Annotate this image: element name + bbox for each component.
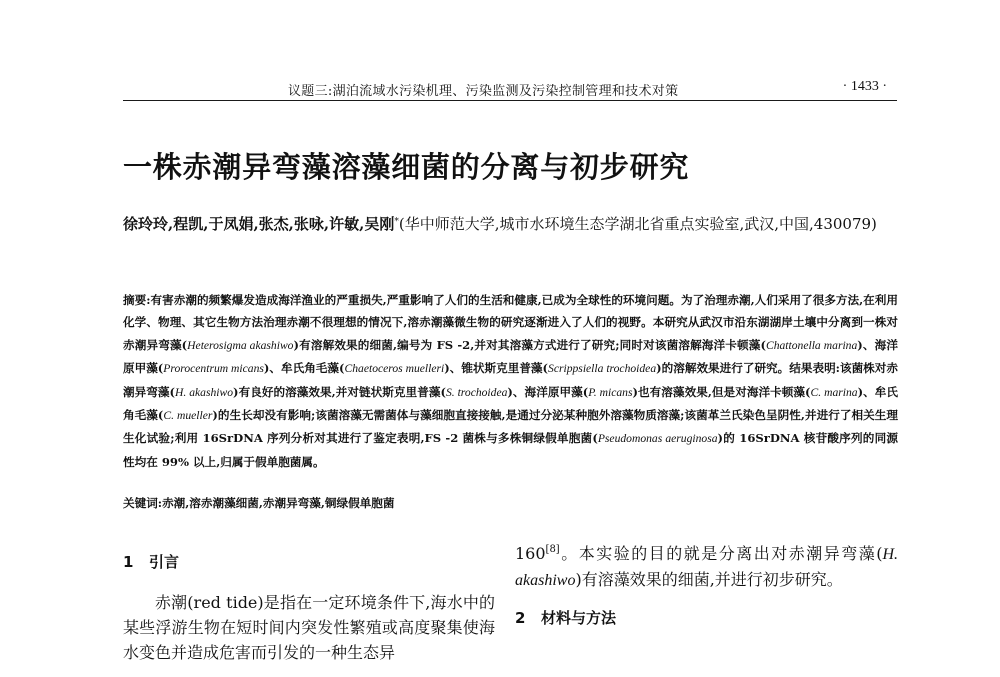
species-name: C. mueller: [163, 409, 213, 423]
abstract-text: )、海洋原甲藻(: [507, 384, 589, 399]
species-name: Pseudomonas aeruginosa: [597, 432, 718, 446]
running-head: [123, 78, 897, 100]
section-heading-introduction: [123, 551, 495, 572]
species-name: S. trochoidea: [445, 385, 508, 399]
article-title: 一株赤潮异弯藻溶藻细菌的分离与初步研究: [123, 150, 690, 184]
continuation-text: 。本实验的目的就是分离出对赤潮异弯藻(: [559, 544, 883, 563]
keywords-label: 关键词:: [123, 496, 163, 510]
author-block: [123, 210, 898, 236]
abstract: [123, 289, 898, 473]
right-column: [515, 537, 898, 628]
author-names: 徐玲玲,程凯,于凤娟,张杰,张咏,许敏,吴刚: [123, 215, 395, 233]
page-number: · 1433 ·: [842, 79, 887, 94]
abstract-text: )的 16SrDNA 核苷酸序列的同源性均在 99% 以上,归属于假单胞菌属。: [123, 431, 898, 469]
keywords-text: 赤潮,溶赤潮藻细菌,赤潮异弯藻,铜绿假单胞菌: [162, 496, 395, 510]
header-rule: [123, 100, 897, 101]
running-head-topic: 议题三:湖泊流域水污染机理、污染监测及污染控制管理和技术对策: [288, 84, 679, 99]
introduction-continuation: [515, 537, 898, 593]
abstract-text: )有良好的溶藻效果,并对链状斯克里普藻(: [233, 384, 446, 399]
abstract-text: )的溶解效果进行了研究。结果表明:该菌株对赤潮异弯藻(: [123, 361, 898, 399]
introduction-paragraph: 赤潮(red tide)是指在一定环境条件下,海水中的某些浮游生物在短时间内突发性繁殖或高度聚集使海水变色并造成危害而引发的一种生态异: [123, 593, 495, 662]
abstract-text: )的生长却没有影响;该菌溶藻无需菌体与藻细胞直接接触,是通过分泌某种胞外溶藻物质溶藻;该菌革兰氏染色呈阴性,并进行了相关生理生化试验;利用 16SrDNA 序列分析对其进行了鉴定表明,FS -2 菌株与多株铜绿假单胞菌(: [123, 408, 898, 446]
section-heading-methods: [515, 607, 898, 628]
section-number: 2: [515, 609, 526, 627]
species-name: Heterosigma akashiwo: [187, 338, 294, 352]
left-column: [123, 545, 495, 665]
species-name: Scrippsiella trochoidea: [548, 362, 657, 376]
species-name: H. akashiwo: [175, 385, 234, 399]
section-number: 1: [123, 553, 134, 571]
abstract-text: )也有溶藻效果,但是对海洋卡顿藻(: [632, 384, 811, 399]
species-name: Chattonella marina: [765, 338, 858, 352]
abstract-text: )、牟氏角毛藻(: [263, 361, 345, 376]
section-title: 引言: [149, 553, 180, 571]
corresponding-author-mark: *: [394, 217, 399, 227]
citation-marker: [8]: [545, 544, 560, 555]
species-name: Chaetoceros muelleri: [344, 362, 445, 376]
species-name: P. micans: [588, 385, 633, 399]
species-name: C. marina: [810, 385, 858, 399]
section-title: 材料与方法: [541, 609, 617, 627]
abstract-text: 有害赤潮的频繁爆发造成海洋渔业的严重损失,严重影响了人们的生活和健康,已成为全球性的环境问题。为了治理赤潮,人们采用了很多方法,在利用化学、物理、其它生物方法治理赤潮不很理想的情况下,溶赤潮藻微生物的研究逐渐进入了人们的视野。本研究从武汉市沿东湖湖岸土壤中分离到一株对赤潮异弯藻(: [123, 293, 898, 352]
author-affiliation: (华中师范大学,城市水环境生态学湖北省重点实验室,武汉,中国,430079): [398, 215, 877, 233]
abstract-text: )有溶解效果的细菌,编号为 FS -2,并对其溶藻方式进行了研究;同时对该菌溶解海洋卡顿藻(: [293, 337, 766, 352]
abstract-text: )、锥状斯克里普藻(: [444, 361, 549, 376]
continuation-text: )有溶藻效果的细菌,并进行初步研究。: [575, 570, 843, 589]
species-name: Prorocentrum micans: [163, 362, 264, 376]
abstract-label: 摘要:: [123, 293, 151, 307]
keywords: [123, 495, 898, 511]
species-name: H. akashiwo: [515, 546, 898, 589]
abstract-text: )、牟氏角毛藻(: [123, 384, 898, 423]
abstract-text: )、海洋原甲藻(: [123, 337, 898, 376]
continuation-lead: 160: [515, 544, 546, 563]
